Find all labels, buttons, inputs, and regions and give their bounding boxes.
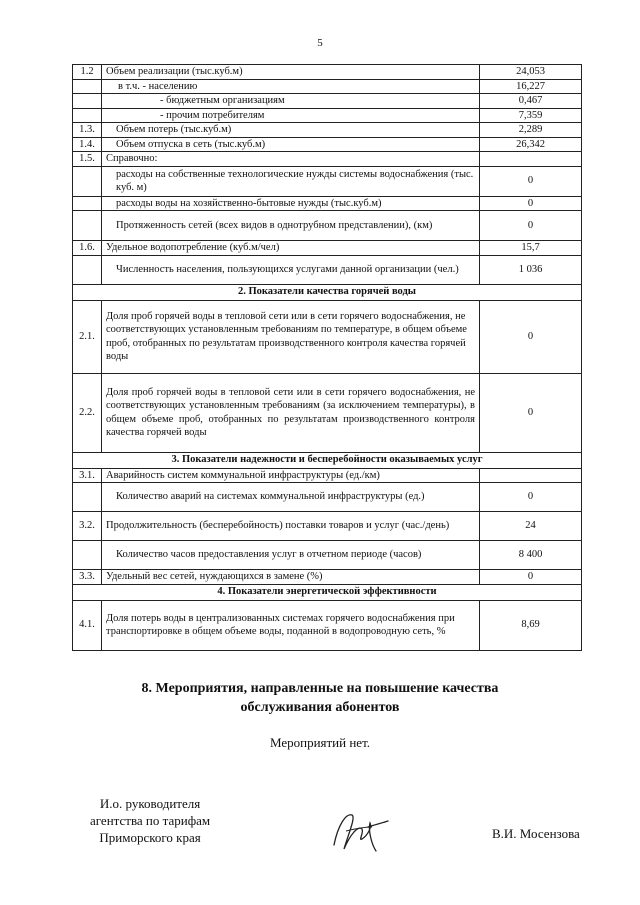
row-label: Количество часов предоставления услуг в отчетном периоде (часов) bbox=[102, 541, 480, 570]
table-row bbox=[73, 79, 582, 94]
row-value: 1 036 bbox=[480, 255, 582, 284]
section-8-heading: 8. Мероприятия, направленные на повышение качества обслуживания абонентов bbox=[141, 681, 499, 715]
row-label: Доля потерь воды в централизованных системах горячего водоснабжения при транспортировке в общем объеме воды, поданной в водопроводную сеть, % bbox=[102, 600, 480, 650]
row-number: 1.2 bbox=[73, 65, 102, 80]
row-value: 7,359 bbox=[480, 108, 582, 123]
table-row bbox=[73, 373, 582, 452]
row-number: 1.3. bbox=[73, 123, 102, 138]
signatory-title-line: И.о. руководителя bbox=[99, 796, 201, 811]
row-value: 26,342 bbox=[480, 137, 582, 152]
section-title: 4. Показатели энергетической эффективности bbox=[73, 584, 582, 600]
table-row bbox=[73, 600, 582, 650]
section-row bbox=[73, 284, 582, 300]
row-value: 0 bbox=[480, 570, 582, 585]
table-row bbox=[73, 94, 582, 109]
row-number: 3.2. bbox=[73, 512, 102, 541]
page-number: 5 bbox=[317, 37, 323, 49]
row-value: 0 bbox=[480, 166, 582, 196]
row-value: 24 bbox=[480, 512, 582, 541]
table-row bbox=[73, 123, 582, 138]
row-label: Количество аварий на системах коммунальной инфраструктуры (ед.) bbox=[102, 483, 480, 512]
no-measures-text: Мероприятий нет. bbox=[269, 735, 371, 750]
row-value: 0 bbox=[480, 373, 582, 452]
row-label: Объем потерь (тыс.куб.м) bbox=[102, 123, 480, 138]
indicators-table bbox=[72, 64, 582, 651]
table-row bbox=[73, 108, 582, 123]
row-label: - бюджетным организациям bbox=[102, 94, 480, 109]
row-value: 15,7 bbox=[480, 241, 582, 256]
row-label: Удельный вес сетей, нуждающихся в замене (%) bbox=[102, 570, 480, 585]
row-number: 2.2. bbox=[73, 373, 102, 452]
row-label: Продолжительность (бесперебойность) поставки товаров и услуг (час./день) bbox=[102, 512, 480, 541]
row-label: Доля проб горячей воды в тепловой сети или в сети горячего водоснабжения, не соответствующих установленным требованиям по температуре, в общем объеме проб, отобранных по результатам производственного контроля качества горячей воды bbox=[102, 300, 480, 373]
row-number: 1.5. bbox=[73, 152, 102, 167]
row-label: в т.ч. - населению bbox=[102, 79, 480, 94]
signatory-title-line: агентства по тарифам bbox=[90, 813, 211, 828]
table-row bbox=[73, 483, 582, 512]
signatory-title-line: Приморского края bbox=[99, 830, 201, 845]
row-value: 0 bbox=[480, 196, 582, 211]
signatory-name: В.И. Мосензова bbox=[492, 826, 580, 841]
row-value: 0 bbox=[480, 483, 582, 512]
row-number bbox=[73, 541, 102, 570]
table-row bbox=[73, 166, 582, 196]
row-label: Протяженность сетей (всех видов в однотрубном представлении), (км) bbox=[102, 211, 480, 241]
row-number: 2.1. bbox=[73, 300, 102, 373]
row-number bbox=[73, 79, 102, 94]
handwritten-signature bbox=[328, 805, 390, 855]
row-number bbox=[73, 166, 102, 196]
row-number bbox=[73, 196, 102, 211]
table-row bbox=[73, 152, 582, 167]
table-row bbox=[73, 300, 582, 373]
row-label: расходы воды на хозяйственно-бытовые нужды (тыс.куб.м) bbox=[102, 196, 480, 211]
row-label: Аварийность систем коммунальной инфраструктуры (ед./км) bbox=[102, 468, 480, 483]
row-value bbox=[480, 152, 582, 167]
section-row bbox=[73, 584, 582, 600]
row-number: 1.6. bbox=[73, 241, 102, 256]
row-value: 0 bbox=[480, 211, 582, 241]
table-row bbox=[73, 196, 582, 211]
table-row bbox=[73, 468, 582, 483]
indicators-table-body bbox=[73, 65, 582, 651]
row-number bbox=[73, 94, 102, 109]
row-value: 0,467 bbox=[480, 94, 582, 109]
row-number: 4.1. bbox=[73, 600, 102, 650]
row-label: Доля проб горячей воды в тепловой сети или в сети горячего водоснабжения, не соответствующих установленным требованиям (за исключением температуры), в общем объеме проб, отобранных по результатам производственного контроля качества горячей воды bbox=[102, 373, 480, 452]
row-label: Объем отпуска в сеть (тыс.куб.м) bbox=[102, 137, 480, 152]
row-value: 8,69 bbox=[480, 600, 582, 650]
row-label: Удельное водопотребление (куб.м/чел) bbox=[102, 241, 480, 256]
row-number bbox=[73, 483, 102, 512]
row-label: Численность населения, пользующихся услугами данной организации (чел.) bbox=[102, 255, 480, 284]
table-row bbox=[73, 137, 582, 152]
table-row bbox=[73, 211, 582, 241]
signatory-title bbox=[90, 795, 210, 846]
row-number bbox=[73, 255, 102, 284]
row-number bbox=[73, 211, 102, 241]
table-row bbox=[73, 512, 582, 541]
table-row bbox=[73, 65, 582, 80]
table-row bbox=[73, 541, 582, 570]
row-number: 1.4. bbox=[73, 137, 102, 152]
row-number bbox=[73, 108, 102, 123]
row-value bbox=[480, 468, 582, 483]
row-value: 16,227 bbox=[480, 79, 582, 94]
row-number: 3.1. bbox=[73, 468, 102, 483]
row-label: - прочим потребителям bbox=[102, 108, 480, 123]
section-title: 3. Показатели надежности и бесперебойности оказываемых услуг bbox=[73, 452, 582, 468]
table-row bbox=[73, 570, 582, 585]
row-number: 3.3. bbox=[73, 570, 102, 585]
row-value: 2,289 bbox=[480, 123, 582, 138]
row-label: Объем реализации (тыс.куб.м) bbox=[102, 65, 480, 80]
row-label: Справочно: bbox=[102, 152, 480, 167]
row-value: 24,053 bbox=[480, 65, 582, 80]
row-label: расходы на собственные технологические нужды системы водоснабжения (тыс. куб. м) bbox=[102, 166, 480, 196]
row-value: 8 400 bbox=[480, 541, 582, 570]
table-row bbox=[73, 241, 582, 256]
section-row bbox=[73, 452, 582, 468]
section-title: 2. Показатели качества горячей воды bbox=[73, 284, 582, 300]
table-row bbox=[73, 255, 582, 284]
row-value: 0 bbox=[480, 300, 582, 373]
